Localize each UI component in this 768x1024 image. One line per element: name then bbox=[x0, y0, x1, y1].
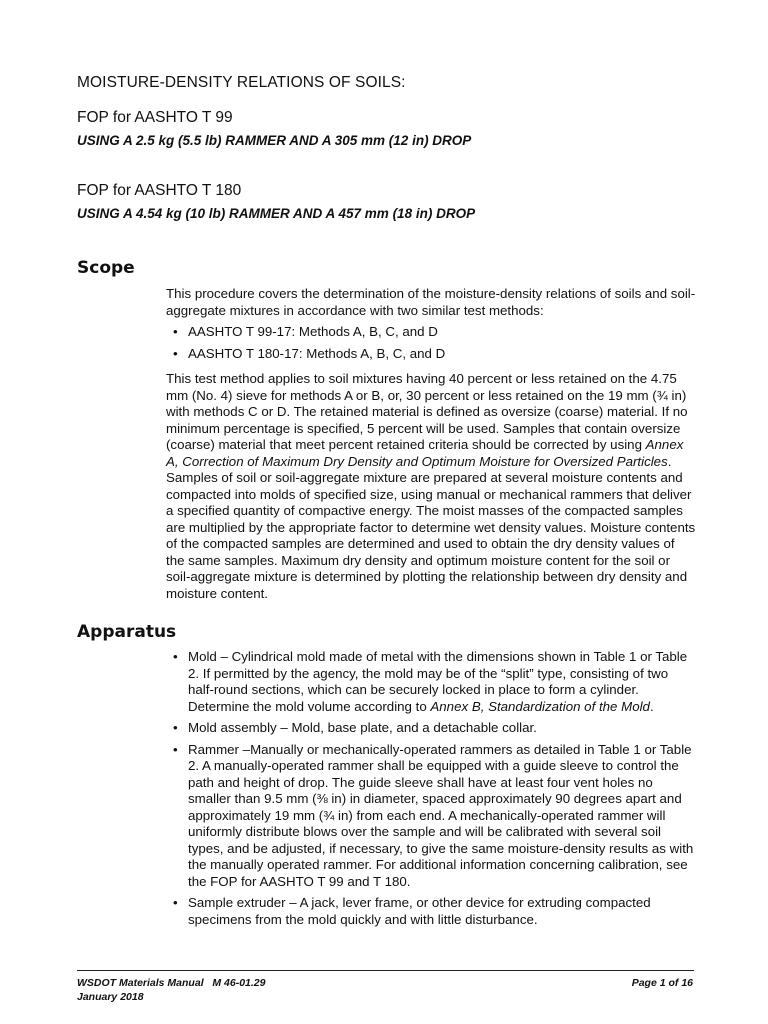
list-item bbox=[166, 324, 696, 341]
scope-p2-text-b: . Samples of soil or soil-aggregate mixture are prepared at several moisture contents and compacted into molds of specified size, using manual or mechanical rammers that deliver a specified quantity of compactive energy. The moist masses of the compacted samples are multiplied by the appropriate factor to determine wet density values. Moisture contents of the compacted samples are determined and used to obtain the dry density values of the same samples. Maximum dry density and optimum moisture content for the soil or soil-aggregate mixture is determined by plotting the relationship between dry density and moisture content. bbox=[166, 453, 696, 601]
annex-a-reference: Annex A, Correction of Maximum Dry Density and Optimum Moisture for Oversized Particles bbox=[166, 437, 684, 469]
method-t180: AASHTO T 180-17: Methods A, B, C, and D bbox=[188, 345, 446, 361]
list-item bbox=[166, 649, 696, 715]
rammer-text: Rammer –Manually or mechanically-operated rammers as detailed in Table 1 or Table 2. A manually-operated rammer shall be equipped with a guide sleeve to control the path and height of drop. The guide sleeve shall have at least four vent holes no smaller than 9.5 mm (⅜ in) in diameter, spaced approximately 90 degrees apart and approximately 19 mm (¾ in) from each end. A mechanically-operated rammer will uniformly distribute blows over the sample and will be calibrated with several soil types, and be adjusted, if necessary, to give the same moisture-density results as with the manually operated rammer. For additional information concerning calibration, see the FOP for AASHTO T 99 and T 180. bbox=[188, 741, 694, 889]
list-item bbox=[166, 720, 696, 737]
apparatus-heading: Apparatus bbox=[77, 622, 177, 642]
footer-manual: WSDOT Materials Manual M 46-01.29 bbox=[77, 977, 266, 989]
mold-text-a: Mold – Cylindrical mold made of metal with the dimensions shown in Table 1 or Table 2. If permitted by the agency, the mold may be of the “split” type, consisting of two half-round sections, which can be securely locked in place to form a cylinder. Determine the mold volume according to bbox=[188, 649, 688, 714]
fop-t180-heading: FOP for AASHTO T 180 bbox=[77, 182, 242, 199]
footer-page-number: Page 1 of 16 bbox=[631, 977, 693, 989]
document-title: MOISTURE-DENSITY RELATIONS OF SOILS: bbox=[77, 74, 406, 91]
annex-b-reference: Annex B, Standardization of the Mold bbox=[430, 698, 650, 714]
scope-paragraph-2 bbox=[166, 371, 696, 602]
list-item bbox=[166, 895, 696, 928]
bullet-icon: • bbox=[173, 345, 178, 361]
mold-text-b: . bbox=[649, 698, 654, 714]
bullet-icon: • bbox=[173, 649, 178, 664]
extruder-text: Sample extruder – A jack, lever frame, or other device for extruding compacted specimens from the mold quickly and with little disturbance. bbox=[188, 895, 651, 927]
scope-p2-text-a: This test method applies to soil mixtures having 40 percent or less retained on the 4.75 mm (No. 4) sieve for methods A or B, or, 30 percent or less retained on the 19 mm (¾ in) with methods C or D. The retained material is defined as oversize (coarse) material. If no minimum percentage is specified, 5 percent will be used. Samples that contain oversize (coarse) material that meet percent retained criteria should be corrected by using bbox=[166, 371, 688, 452]
apparatus-section bbox=[166, 649, 696, 928]
fop-t180-subtitle: USING A 4.54 kg (10 lb) RAMMER AND A 457 mm (18 in) DROP bbox=[77, 206, 476, 221]
bullet-icon: • bbox=[173, 895, 178, 910]
scope-heading: Scope bbox=[77, 258, 135, 278]
bullet-icon: • bbox=[173, 720, 178, 735]
scope-methods-list bbox=[166, 324, 696, 362]
scope-section bbox=[166, 286, 696, 602]
apparatus-list bbox=[166, 649, 696, 928]
footer-date: January 2018 bbox=[77, 991, 144, 1003]
fop-t99-heading: FOP for AASHTO T 99 bbox=[77, 109, 233, 126]
mold-assembly-text: Mold assembly – Mold, base plate, and a detachable collar. bbox=[188, 720, 537, 735]
list-item bbox=[166, 346, 696, 363]
scope-intro: This procedure covers the determination of the moisture-density relations of soils and soil-aggregate mixtures in accordance with two similar test methods: bbox=[166, 286, 696, 318]
fop-t99-subtitle: USING A 2.5 kg (5.5 lb) RAMMER AND A 305 mm (12 in) DROP bbox=[77, 133, 472, 148]
footer-divider bbox=[77, 970, 694, 971]
bullet-icon: • bbox=[173, 324, 178, 339]
bullet-icon: • bbox=[173, 741, 178, 757]
method-t99: AASHTO T 99-17: Methods A, B, C, and D bbox=[188, 324, 438, 339]
list-item bbox=[166, 742, 696, 891]
